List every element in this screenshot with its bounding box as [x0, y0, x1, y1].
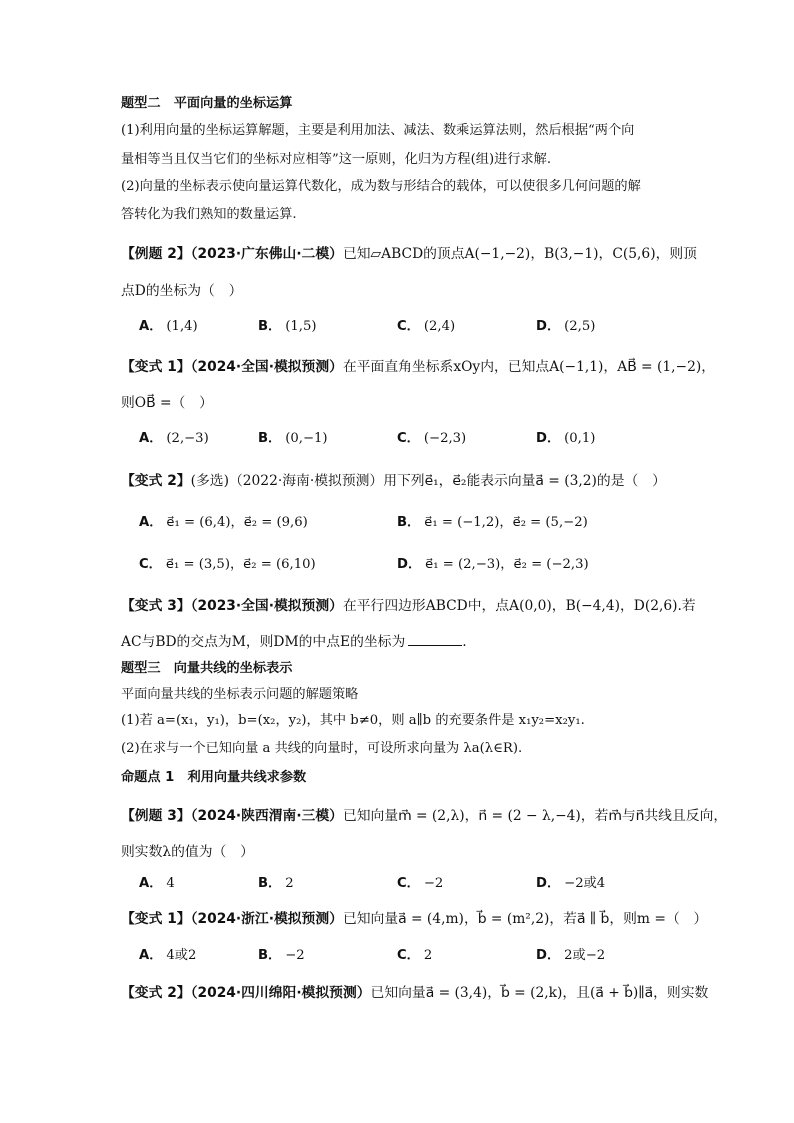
- question-ex3-line2: 则实数λ的值为（ ）: [121, 844, 254, 860]
- question-source: （2024·陕西渭南·三模）: [190, 808, 343, 824]
- option-d[interactable]: D． 2或−2: [536, 948, 606, 963]
- option-c[interactable]: C． e⃗₁ = (3,5)，e⃗₂ = (6,10): [139, 557, 316, 572]
- question-tag: 【变式 3】: [121, 598, 191, 614]
- paragraph: (2)向量的坐标表示使向量运算代数化，成为数与形结合的载体，可以使很多几何问题的解: [121, 179, 641, 194]
- option-a[interactable]: A． 4: [139, 876, 175, 891]
- option-d[interactable]: D． −2或4: [536, 876, 606, 891]
- subsection-heading: 命题点 1 利用向量共线求参数: [121, 770, 307, 785]
- question-tag: 【例题 3】: [121, 808, 191, 824]
- option-d[interactable]: D． (0,1): [536, 431, 596, 446]
- paragraph: 平面向量共线的坐标表示问题的解题策略: [121, 687, 359, 702]
- question-text: 已知向量m⃗ = (2,λ)，n⃗ = (2 − λ,−4)，若m⃗与n⃗共线且反向，: [342, 808, 728, 824]
- paragraph: 答转化为我们熟知的数量运算.: [121, 207, 297, 222]
- option-b[interactable]: B． e⃗₁ = (−1,2)，e⃗₂ = (5,−2): [397, 515, 588, 530]
- paragraph: (2)在求与一个已知向量 a 共线的向量时，可设所求向量为 λa(λ∈R).: [121, 741, 523, 756]
- question-source: （2024·浙江·模拟预测）: [190, 911, 343, 927]
- option-a[interactable]: A． (2,−3): [139, 431, 209, 446]
- question-v3-line1: [121, 597, 696, 615]
- question-tag: 【例题 2】: [121, 246, 191, 262]
- option-c[interactable]: C． (2,4): [397, 319, 456, 334]
- question-v1-line1: [121, 358, 715, 376]
- question-tag: 【变式 2】: [121, 985, 191, 1001]
- section-heading: 题型二 平面向量的坐标运算: [121, 96, 293, 111]
- question-v4-line1: [121, 910, 707, 928]
- option-b[interactable]: B． −2: [258, 948, 305, 963]
- option-b[interactable]: B． 2: [258, 876, 294, 891]
- question-text: AC与BD的交点为M，则DM的中点E的坐标为: [121, 634, 406, 650]
- question-text: 已知向量a⃗ = (4,m)，b⃗ = (m²,2)，若a⃗ ∥ b⃗，则m =（ ）: [342, 911, 708, 927]
- question-source: （2023·全国·模拟预测）: [190, 598, 343, 614]
- question-source: （2024·全国·模拟预测）: [190, 359, 343, 375]
- option-b[interactable]: B． (0,−1): [258, 431, 328, 446]
- option-c[interactable]: C． −2: [397, 876, 444, 891]
- paragraph: (1)利用向量的坐标运算解题，主要是利用加法、减法、数乘运算法则，然后根据“两个向: [121, 123, 635, 138]
- option-a[interactable]: A． 4或2: [139, 948, 197, 963]
- question-text: 用下列e⃗₁，e⃗₂能表示向量a⃗ = (3,2)的是（ ）: [383, 473, 666, 489]
- question-ex3-line1: [121, 807, 727, 825]
- question-tag: 【变式 2】: [121, 473, 191, 489]
- question-v1-line2: 则OB⃗ =（ ）: [121, 395, 213, 411]
- option-a[interactable]: A． (1,4): [139, 319, 198, 334]
- question-tag: 【变式 1】: [121, 359, 191, 375]
- answer-blank[interactable]: [408, 633, 462, 646]
- option-c[interactable]: C． (−2,3): [397, 431, 467, 446]
- question-ex2-line2: 点D的坐标为（ ）: [121, 283, 243, 299]
- option-d[interactable]: D． (2,5): [536, 319, 596, 334]
- question-text: 在平行四边形ABCD中，点A(0,0)，B(−4,4)，D(2,6).若: [342, 598, 696, 614]
- question-tag: 【变式 1】: [121, 911, 191, 927]
- section-heading: 题型三 向量共线的坐标表示: [121, 661, 293, 676]
- question-v2-line1: [121, 472, 666, 490]
- question-ex2-line1: [121, 245, 697, 263]
- question-source: （2024·四川绵阳·模拟预测）: [190, 985, 371, 1001]
- question-text-end: .: [462, 634, 467, 650]
- question-v3-line2: [121, 633, 467, 651]
- option-c[interactable]: C． 2: [397, 948, 433, 963]
- option-a[interactable]: A． e⃗₁ = (6,4)，e⃗₂ = (9,6): [139, 515, 308, 530]
- paragraph: (1)若 a=(x₁，y₁)，b=(x₂，y₂)，其中 b≠0，则 a∥b 的充要条件是 x₁y₂=x₂y₁.: [121, 713, 585, 728]
- option-d[interactable]: D． e⃗₁ = (2,−3)，e⃗₂ = (−2,3): [397, 557, 589, 572]
- question-text: 已知▱ABCD的顶点A(−1,−2)，B(3,−1)，C(5,6)，则顶: [342, 246, 697, 262]
- question-text: 在平面直角坐标系xOy内，已知点A(−1,1)，AB⃗ = (1,−2)，: [342, 359, 716, 375]
- question-source: (多选)（2022·海南·模拟预测）: [190, 473, 384, 489]
- paragraph: 量相等当且仅当它们的坐标对应相等”这一原则，化归为方程(组)进行求解.: [121, 152, 552, 167]
- question-source: （2023·广东佛山·二模）: [190, 246, 343, 262]
- question-v5-line1: [121, 984, 708, 1002]
- question-text: 已知向量a⃗ = (3,4)，b⃗ = (2,k)，且(a⃗ + b⃗)∥a⃗，则实数: [370, 985, 709, 1001]
- option-b[interactable]: B． (1,5): [258, 319, 317, 334]
